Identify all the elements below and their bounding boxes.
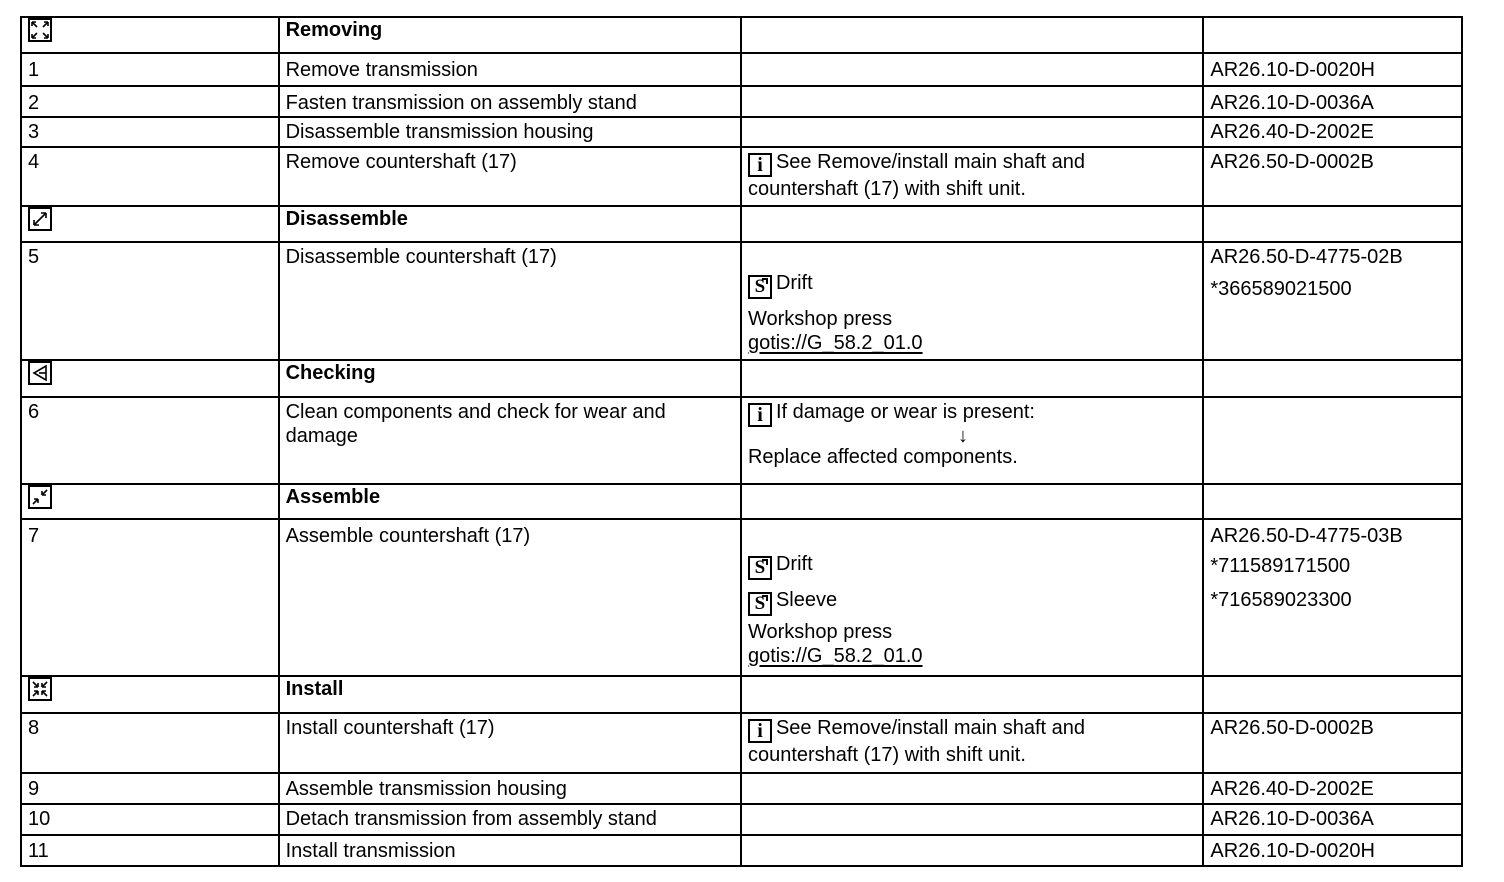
arrow-down-icon: ↓: [957, 425, 968, 447]
step-reference[interactable]: AR26.10-D-0020H: [1203, 835, 1462, 866]
part-number: *716589023300: [1210, 589, 1352, 611]
step-action: Install transmission: [279, 835, 741, 866]
step-number: 10: [21, 804, 279, 835]
step-action: Install countershaft (17): [279, 713, 741, 773]
step-action: Fasten transmission on assembly stand: [279, 86, 741, 117]
section-title: Install: [279, 676, 741, 713]
table-row: [21, 242, 1462, 360]
section-row-removing: [21, 17, 1462, 53]
step-note: i If damage or wear is present: ↓ Replace affected components.: [741, 397, 1203, 484]
table-row: [21, 147, 1462, 206]
step-reference[interactable]: AR26.40-D-2002E: [1203, 117, 1462, 147]
step-action: Assemble transmission housing: [279, 773, 741, 804]
section-row-assemble: [21, 484, 1462, 519]
step-tools: S Drift S Sleeve Workshop press gotis://G_58.2_01.0: [741, 519, 1203, 676]
section-row-disassemble: [21, 206, 1462, 242]
step-number: 1: [21, 53, 279, 86]
procedure-table: [20, 16, 1463, 867]
assemble-icon: [28, 485, 52, 509]
gotis-link[interactable]: gotis://G_58.2_01.0: [747, 332, 923, 354]
section-title: Disassemble: [279, 206, 741, 242]
step-number: 2: [21, 86, 279, 117]
step-action: Remove transmission: [279, 53, 741, 86]
special-tool-icon: S: [748, 275, 772, 299]
step-reference[interactable]: AR26.50-D-0002B: [1203, 147, 1462, 206]
step-number: 9: [21, 773, 279, 804]
step-number: 8: [21, 713, 279, 773]
step-note: i See Remove/install main shaft and countershaft (17) with shift unit.: [741, 713, 1203, 773]
info-icon: i: [748, 403, 772, 427]
step-number: 6: [21, 397, 279, 484]
step-reference[interactable]: AR26.50-D-4775-02B: [1210, 246, 1403, 268]
gotis-link[interactable]: gotis://G_58.2_01.0: [747, 645, 923, 667]
step-reference-cell: [1203, 519, 1462, 676]
step-note: i See Remove/install main shaft and countershaft (17) with shift unit.: [741, 147, 1203, 206]
step-reference[interactable]: AR26.10-D-0036A: [1203, 86, 1462, 117]
special-tool-icon: S: [748, 592, 772, 616]
step-number: 5: [21, 242, 279, 360]
section-title: Checking: [279, 360, 741, 397]
checking-icon: [28, 361, 52, 385]
part-number: *366589021500: [1210, 278, 1352, 300]
step-reference[interactable]: AR26.50-D-0002B: [1203, 713, 1462, 773]
step-reference[interactable]: AR26.50-D-4775-03B: [1210, 525, 1403, 547]
step-number: 7: [21, 519, 279, 676]
part-number: *711589171500: [1210, 555, 1351, 577]
table-row: [21, 804, 1462, 835]
step-action: Clean components and check for wear and damage: [279, 397, 741, 484]
step-action: Detach transmission from assembly stand: [279, 804, 741, 835]
section-title: Assemble: [279, 484, 741, 519]
disassemble-icon: [28, 207, 52, 231]
table-row: [21, 53, 1462, 86]
table-row: [21, 835, 1462, 866]
table-row: [21, 773, 1462, 804]
section-row-checking: [21, 360, 1462, 397]
step-number: 3: [21, 117, 279, 147]
step-tools: S Drift Workshop press gotis://G_58.2_01.0: [741, 242, 1203, 360]
info-icon: i: [748, 719, 772, 743]
step-number: 4: [21, 147, 279, 206]
info-icon: i: [748, 153, 772, 177]
step-action: Disassemble transmission housing: [279, 117, 741, 147]
removing-icon: [28, 18, 52, 42]
step-reference[interactable]: AR26.10-D-0020H: [1203, 53, 1462, 86]
step-reference-cell: [1203, 242, 1462, 360]
special-tool-icon: S: [748, 556, 772, 580]
step-action: Remove countershaft (17): [279, 147, 741, 206]
section-row-install: [21, 676, 1462, 713]
table-row: [21, 519, 1462, 676]
table-row: [21, 117, 1462, 147]
table-row: [21, 713, 1462, 773]
step-reference[interactable]: AR26.40-D-2002E: [1203, 773, 1462, 804]
step-number: 11: [21, 835, 279, 866]
section-title: Removing: [279, 17, 741, 53]
install-icon: [28, 677, 52, 701]
table-row: [21, 86, 1462, 117]
step-action: Assemble countershaft (17): [279, 519, 741, 676]
table-row: [21, 397, 1462, 484]
step-action: Disassemble countershaft (17): [279, 242, 741, 360]
step-reference[interactable]: AR26.10-D-0036A: [1203, 804, 1462, 835]
